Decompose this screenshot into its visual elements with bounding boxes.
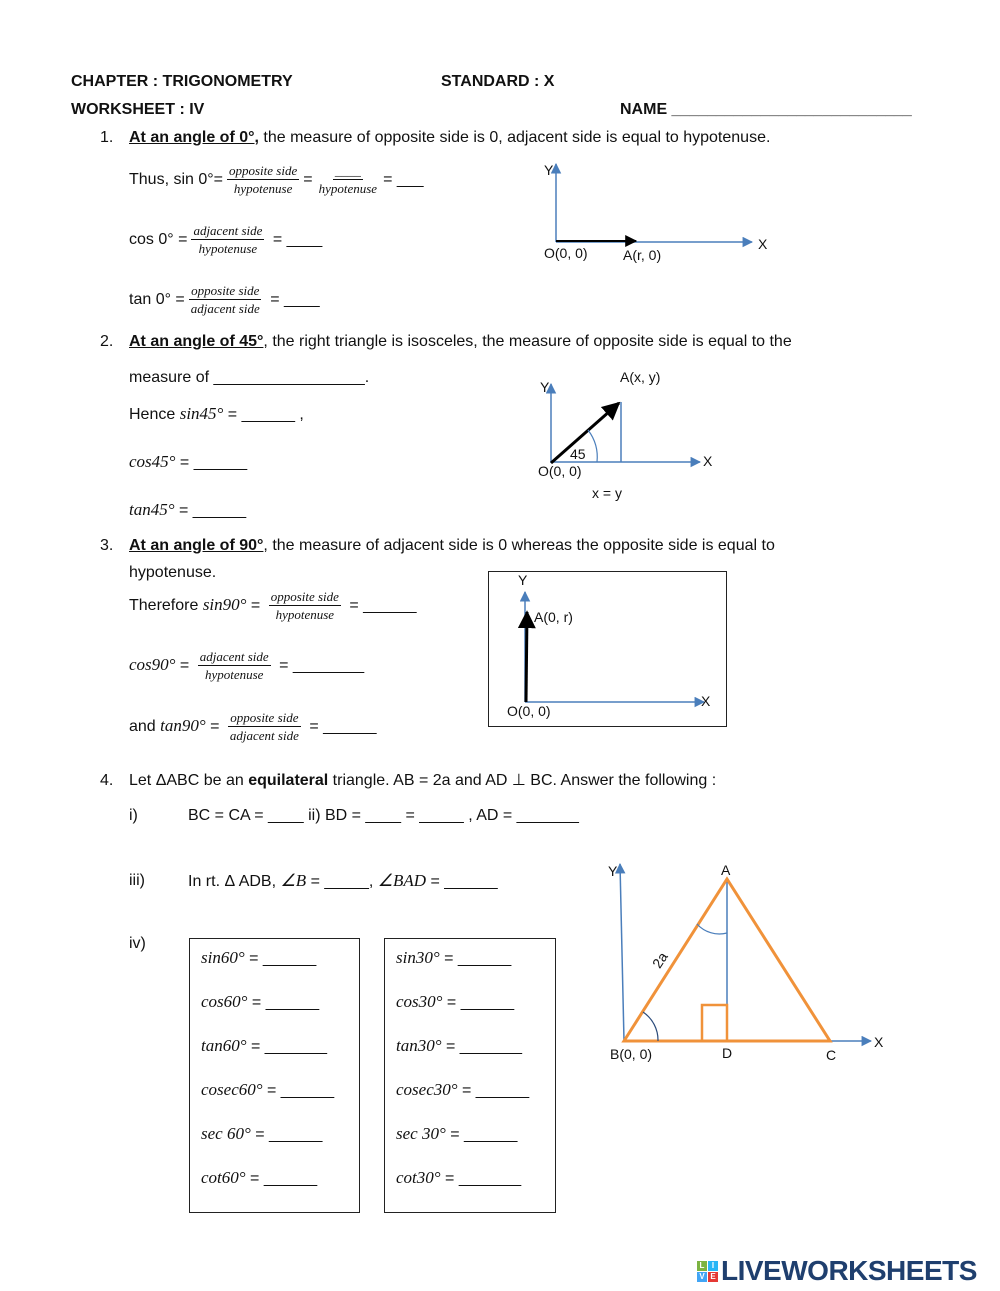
q2-line2[interactable]: measure of _________________. (129, 369, 370, 386)
standard-label: STANDARD : X (441, 73, 555, 90)
q4-iii-label: iii) (129, 872, 145, 889)
equals: = (175, 657, 194, 674)
right-angle-mark (702, 1005, 727, 1041)
trig-function: cot60° (201, 1168, 246, 1187)
equals: = (205, 718, 224, 735)
x-label: X (874, 1034, 884, 1050)
answer-blank[interactable]: = _______ (440, 1170, 522, 1187)
answer-blank[interactable]: = ______ (247, 994, 320, 1011)
worksheet-label: WORKSHEET : IV (71, 101, 205, 118)
trig-function: cos60° (201, 992, 248, 1011)
tan90: tan90° (160, 716, 206, 735)
answer-blank[interactable]: ____ (284, 291, 320, 308)
equals: = (383, 171, 393, 188)
trig-function: cosec60° (201, 1080, 263, 1099)
equals: = (270, 291, 280, 308)
name-field[interactable]: NAME ___________________________ (620, 101, 912, 118)
trig-function: tan60° (201, 1036, 247, 1055)
x-label: X (701, 693, 711, 709)
answer-blank[interactable]: = ______ (457, 1082, 530, 1099)
liveworksheets-logo (697, 1256, 977, 1286)
cos90: cos90° (129, 655, 176, 674)
trig-function: sin60° (201, 948, 245, 967)
answer-blank[interactable]: ______ (363, 597, 417, 614)
answer-blank[interactable]: ________ (292, 657, 365, 674)
x-label: X (703, 453, 713, 469)
answer-blank[interactable]: = ______ (442, 994, 515, 1011)
answer-blank[interactable]: = ______ (244, 950, 317, 967)
q3-rest: , the measure of adjacent side is 0 whereas the opposite side is equal to (263, 537, 775, 554)
iii-a: In rt. Δ ADB, (188, 873, 281, 890)
denominator: hypotenuse (204, 667, 264, 683)
equation-label: x = y (592, 485, 622, 501)
q4-iv-label: iv) (129, 935, 146, 952)
x-label: X (758, 236, 768, 252)
trig-function: sec 60° (201, 1124, 251, 1143)
point-a-label: A(x, y) (620, 369, 661, 385)
numerator: opposite side (229, 163, 298, 179)
logo-letter: E (708, 1272, 718, 1282)
q1-cos-label: cos 0° = (129, 231, 188, 248)
equals: = (246, 597, 265, 614)
q4-equilateral: equilateral (248, 772, 329, 789)
numerator: opposite side (191, 283, 260, 299)
q1-rest: the measure of opposite side is 0, adjacent side is equal to hypotenuse. (258, 129, 771, 146)
answer-blank[interactable]: ______ (323, 718, 377, 735)
equals: = (274, 657, 293, 674)
numerator-blank[interactable]: ____ (334, 163, 361, 179)
y-axis (620, 864, 624, 1041)
numerator: opposite side (230, 710, 299, 726)
denominator: hypotenuse (318, 181, 378, 197)
y-label: Y (518, 572, 528, 588)
q2-lead: At an angle of 45° (129, 333, 264, 350)
q1-tan-label: tan 0° = (129, 291, 185, 308)
numerator: adjacent side (193, 223, 263, 239)
side-ab-label: 2a (648, 949, 671, 971)
sin45: sin45° (179, 404, 224, 423)
denominator: hypotenuse (275, 607, 335, 623)
logo-mark (697, 1261, 718, 1282)
denominator: adjacent side (190, 301, 260, 317)
logo-letter: L (697, 1261, 707, 1271)
vertex-c-label: C (826, 1047, 837, 1063)
origin-label: O(0, 0) (544, 245, 588, 261)
answer-blank[interactable]: = ______ , (223, 406, 304, 423)
answer-blank[interactable]: = ______ (174, 502, 247, 519)
trig-function: cosec30° (396, 1080, 458, 1099)
q2-number: 2. (100, 333, 114, 350)
angle-label: 45 (570, 446, 586, 462)
angle-bad: ∠BAD (377, 871, 427, 890)
vertex-a-label: A (721, 862, 731, 878)
denominator: adjacent side (229, 728, 299, 744)
equals: = (304, 718, 324, 735)
denominator: hypotenuse (198, 241, 258, 257)
answer-blank[interactable]: ___ (396, 171, 424, 188)
q4-i-label: i) (129, 807, 138, 824)
q1-sin-label: Thus, sin 0°= (129, 171, 223, 188)
trig-function: cos30° (396, 992, 443, 1011)
logo-text: LIVEWORKSHEETS (721, 1255, 977, 1286)
numerator: opposite side (270, 589, 339, 605)
equals: = (272, 231, 283, 248)
q1-number: 1. (100, 129, 114, 146)
origin-label: O(0, 0) (507, 703, 551, 719)
therefore-label: Therefore (129, 597, 203, 614)
equals: = (303, 171, 313, 188)
origin-label: O(0, 0) (538, 463, 582, 479)
denominator: hypotenuse (233, 181, 293, 197)
trig-function: sin30° (396, 948, 440, 967)
q4-i-text[interactable]: BC = CA = ____ ii) BD = ____ = _____ , AD = _______ (188, 807, 579, 824)
angle-b: ∠B (280, 871, 307, 890)
answer-blank[interactable]: = _______ (441, 1038, 523, 1055)
numerator: adjacent side (199, 649, 269, 665)
q1-diagram (556, 164, 752, 242)
angle-bad-arc (697, 924, 727, 934)
answer-blank[interactable]: = ______ (245, 1170, 318, 1187)
q4-intro: Let ΔABC be an (129, 772, 249, 789)
q3-line2: hypotenuse. (129, 564, 217, 581)
q3-number: 3. (100, 537, 114, 554)
trig-function: tan30° (396, 1036, 442, 1055)
logo-letter: I (708, 1261, 718, 1271)
and-label: and (129, 718, 161, 735)
tan45: tan45° (129, 500, 175, 519)
y-label: Y (540, 379, 550, 395)
answer-blank[interactable]: = ______ (175, 454, 248, 471)
q1-lead: At an angle of 0°, (129, 129, 259, 146)
answer-blank[interactable]: = ______ (250, 1126, 323, 1143)
angle-arc (588, 430, 597, 462)
q4-intro-rest: triangle. AB = 2a and AD ⊥ BC. Answer the following : (328, 772, 717, 789)
trig-function: sec 30° (396, 1124, 446, 1143)
q2-rest: , the right triangle is isosceles, the measure of opposite side is equal to the (263, 333, 792, 350)
answer-blank[interactable]: = _____, (306, 873, 378, 890)
logo-letter: V (697, 1272, 707, 1282)
point-d-label: D (722, 1045, 733, 1061)
radius-arrow (526, 612, 527, 702)
answer-blank[interactable]: = ______ (426, 873, 498, 890)
point-a-label: A(0, r) (534, 609, 573, 625)
answer-blank[interactable]: = ______ (439, 950, 512, 967)
angle-b-arc (643, 1012, 658, 1041)
trig-function: cot30° (396, 1168, 441, 1187)
vertex-b-label: B(0, 0) (610, 1046, 653, 1062)
point-a-label: A(r, 0) (623, 247, 662, 263)
cos45: cos45° (129, 452, 176, 471)
y-label: Y (544, 162, 554, 178)
answer-blank[interactable]: = ______ (262, 1082, 335, 1099)
equals: = (344, 597, 364, 614)
hence-label: Hence (129, 406, 180, 423)
answer-blank[interactable]: = _______ (246, 1038, 328, 1055)
q4-number: 4. (100, 772, 114, 789)
answer-blank[interactable]: ____ (286, 231, 323, 248)
answer-blank[interactable]: = ______ (445, 1126, 518, 1143)
q3-lead: At an angle of 90° (129, 537, 264, 554)
y-label: Y (608, 863, 618, 879)
chapter-title: CHAPTER : TRIGONOMETRY (71, 73, 293, 90)
sin90: sin90° (202, 595, 247, 614)
